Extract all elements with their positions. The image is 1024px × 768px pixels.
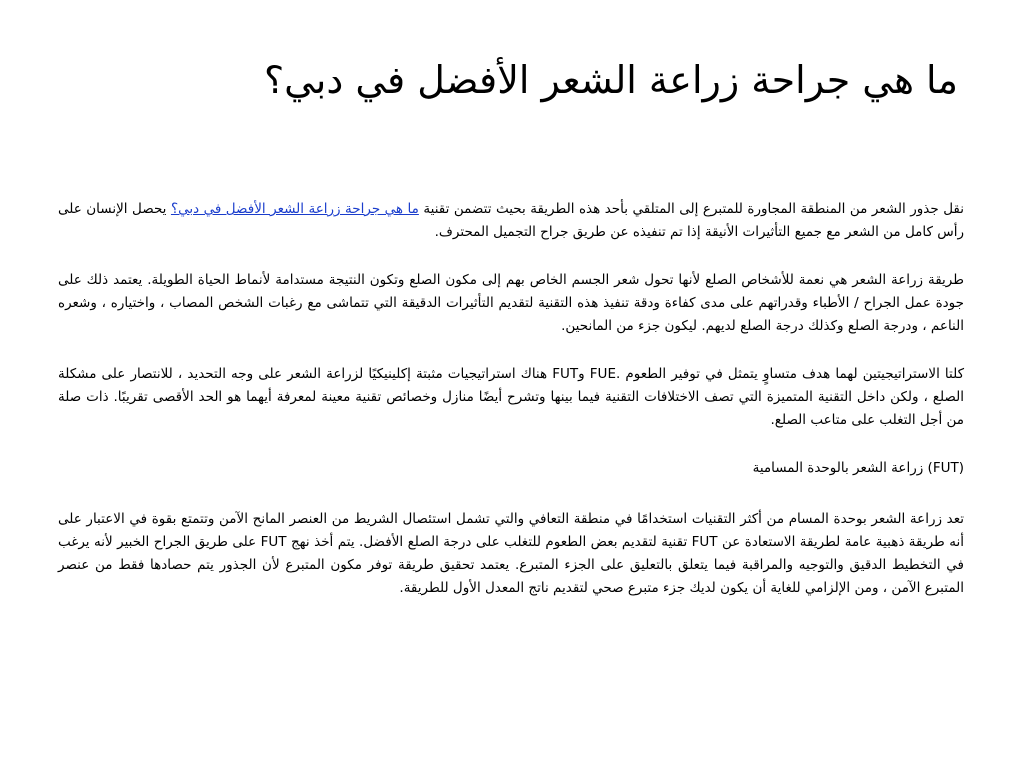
slide-title: ما هي جراحة زراعة الشعر الأفضل في دبي؟ (263, 58, 958, 102)
paragraph-intro-after: يحصل الإنسان على رأس كامل من الشعر مع جميع التأثيرات الأنيقة إذا تم تنفيذه عن طريق جراح التجميل المحترف. (58, 201, 964, 240)
paragraph-fut-details: تعد زراعة الشعر بوحدة المسام من أكثر التقنيات استخدامًا في منطقة التعافي والتي تشمل استئصال الشريط من العنصر المانح الآمن وتتمتع بقوة في الاعتبار على أنه طريقة ذهبية عامة لطريقة الاستعادة عن FUT تقنية لتقديم بعض الطعوم للتغلب على درجة الصلع الأفضل. يتم أخذ نهج FUT على طريق الجراح الخبير لأنه يرغب في التخطيط الدقيق والتوجيه والمراقبة فيما يتعلق بالتعليق على الجزء المتبرع. يعتمد تحقيق طريقة توفر مكون المتبرع لأن الجذور يتم حصادها فقط من عنصر المتبرع الآمن ، ومن الإلزامي للغاية أن يكون لديك جزء متبرع صحي لتقديم ناتج المعدل الأول للطريقة. (58, 511, 964, 596)
paragraph-strategies: كلتا الاستراتيجيتين لهما هدف متساوٍ يتمثل في توفير الطعوم .FUE وFUT هناك استراتيجيات مثبتة إكلينيكيًا لزراعة الشعر على وجه التحديد ، للانتصار على مشكلة الصلع ، ولكن داخل التقنية المتميزة التي تصف الاختلافات التقنية فيما بينها وتشرح أيضًا منازل وخصائص تقنية معينة لمعرفة أيهما هو الحد الأقصى تقريبًا. ذات صلة من أجل التغلب على متاعب الصلع. (58, 366, 965, 428)
paragraph-intro (58, 198, 964, 244)
paragraph-intro-before: نقل جذور الشعر من المنطقة المجاورة للمتبرع إلى المتلقي بأحد هذه الطريقة بحيث تتضمن تقنية (418, 201, 965, 217)
section-heading-fut: (FUT) زراعة الشعر بالوحدة المسامية (752, 460, 964, 476)
paragraph-benefits: طريقة زراعة الشعر هي نعمة للأشخاص الصلع لأنها تحول شعر الجسم الخاص بهم إلى مكون الصلع وتكون النتيجة مستدامة لأنماط الحياة الطويلة. يعتمد ذلك على جودة عمل الجراح / الأطباء وقدراتهم على مدى كفاءة ودقة تنفيذ هذه التقنية لتقديم التأثيرات الدقيقة التي تتماشى مع رغبات الشخص المصاب ، واختياره ، وشعره الناعم ، ودرجة الصلع وكذلك درجة الصلع لديهم. ليكون جزء من المانحين. (58, 272, 964, 334)
article-title-link[interactable]: ما هي جراحة زراعة الشعر الأفضل في دبي؟ (170, 201, 419, 217)
slide-body (58, 198, 964, 625)
